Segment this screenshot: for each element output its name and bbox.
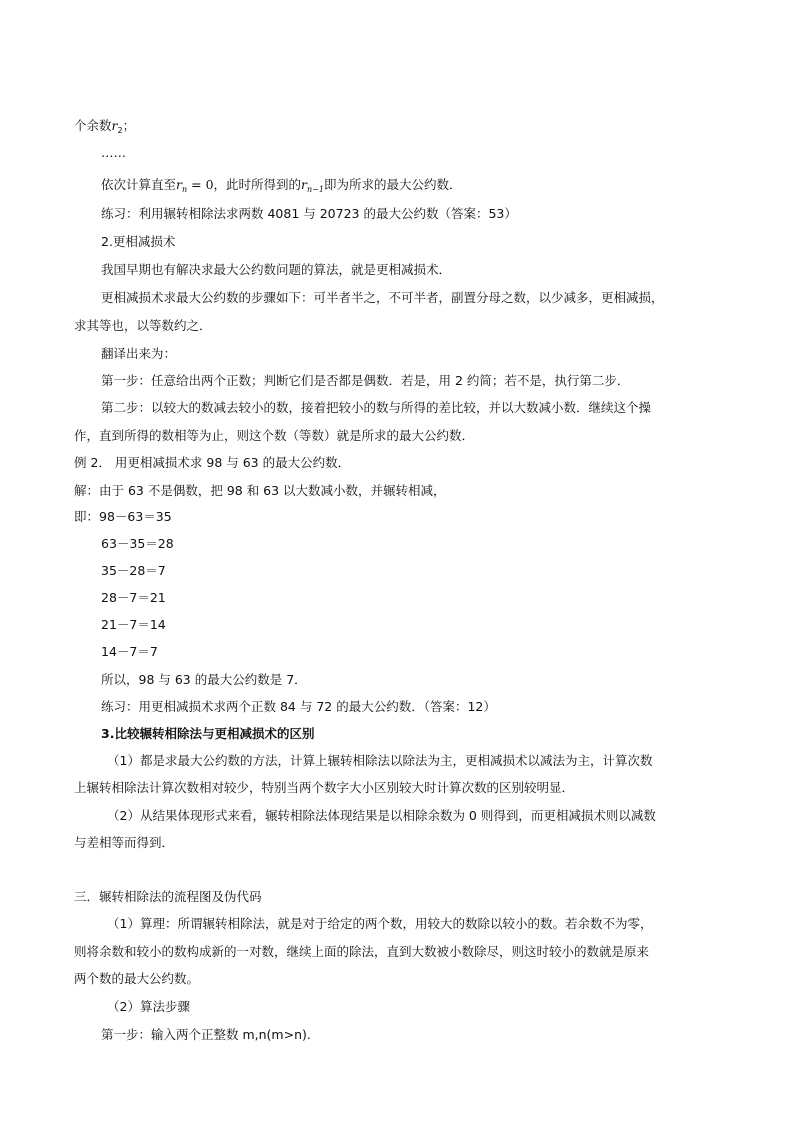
section-heading: 3.比较辗转相除法与更相减损术的区别 [101,726,315,741]
text-line: （1）都是求最大公约数的方法，计算上辗转相除法以除法为主，更相减损术以减法为主，计算次数 [107,753,653,768]
text-line: 翻译出来为： [101,346,177,361]
ellipsis-line: …… [101,145,126,160]
text-span: 即为所求的最大公约数． [323,177,462,192]
text-span: 个余数 [74,118,112,133]
text-line: 则将余数和较小的数构成新的一对数，继续上面的除法，直到大数被小数除尽，则这时较小的数就是原来 [74,944,650,959]
math-sub: n−1 [307,185,324,194]
equation-line: 63－35＝28 [101,536,174,551]
text-span: 依次计算直至 [101,177,177,192]
solution-line: 解：由于 63 不是偶数，把 98 和 63 以大数减小数，并辗转相减， [74,483,446,498]
exercise-line: 练习：利用辗转相除法求两数 4081 与 20723 的最大公约数（答案：53） [101,206,517,221]
equation-line: 21－7＝14 [101,617,166,632]
text-line: 作，直到所得的数相等为止，则这个数（等数）就是所求的最大公约数． [74,428,475,443]
text-line: （1）算理：所谓辗转相除法，就是对于给定的两个数，用较大的数除以较小的数。若余数不为零， [107,916,653,931]
math-sub: 2 [117,126,123,135]
text-line [74,118,135,139]
exercise-line: 练习：用更相减损术求两个正数 84 与 72 的最大公约数．（答案：12） [101,699,496,714]
text-span: ； [122,118,136,133]
text-line [101,177,462,198]
equation-line: 35－28＝7 [101,563,166,578]
math-var: r [176,177,182,192]
text-span: ，此时所得到的 [213,177,302,192]
text-line: 第一步：任意给出两个正数；判断它们是否都是偶数．若是，用 2 约简；若不是，执行第二步． [101,373,630,388]
equation-line: 14－7＝7 [101,644,158,659]
text-line: 两个数的最大公约数。 [74,971,200,986]
example-heading: 例 2． 用更相减损术求 98 与 63 的最大公约数． [74,455,351,470]
text-line: （2）从结果体现形式来看，辗转相除法体现结果是以相除余数为 0 则得到，而更相减损术则以减数 [107,808,656,823]
text-line: 求其等也，以等数约之． [74,318,212,333]
math-var: r [111,118,118,133]
equation-line: 即：98－63＝35 [74,509,172,524]
text-line: 与差相等而得到． [74,835,175,850]
text-line: 我国早期也有解决求最大公约数问题的算法，就是更相减损术． [101,262,452,277]
math-eq: = 0 [187,177,214,192]
math-sub: n [182,185,188,194]
section-heading: 三．辗转相除法的流程图及伪代码 [74,889,262,904]
text-line: 第二步：以较大的数减去较小的数，接着把较小的数与所得的差比较，并以大数减小数．继续这个操 [101,400,652,415]
equation-line: 28－7＝21 [101,590,166,605]
text-line: 上辗转相除法计算次数相对较少，特别当两个数字大小区别较大时计算次数的区别较明显． [74,780,575,795]
text-line: 更相减损术求最大公约数的步骤如下：可半者半之，不可半者，副置分母之数，以少减多，更相减损， [101,290,664,305]
subsection-heading: （2）算法步骤 [107,999,190,1014]
text-line: 第一步：输入两个正整数 m,n(m>n). [101,1027,311,1042]
math-var: r [301,177,308,192]
text-line: 所以，98 与 63 的最大公约数是 7． [101,672,307,687]
section-heading: 2.更相减损术 [101,234,176,249]
